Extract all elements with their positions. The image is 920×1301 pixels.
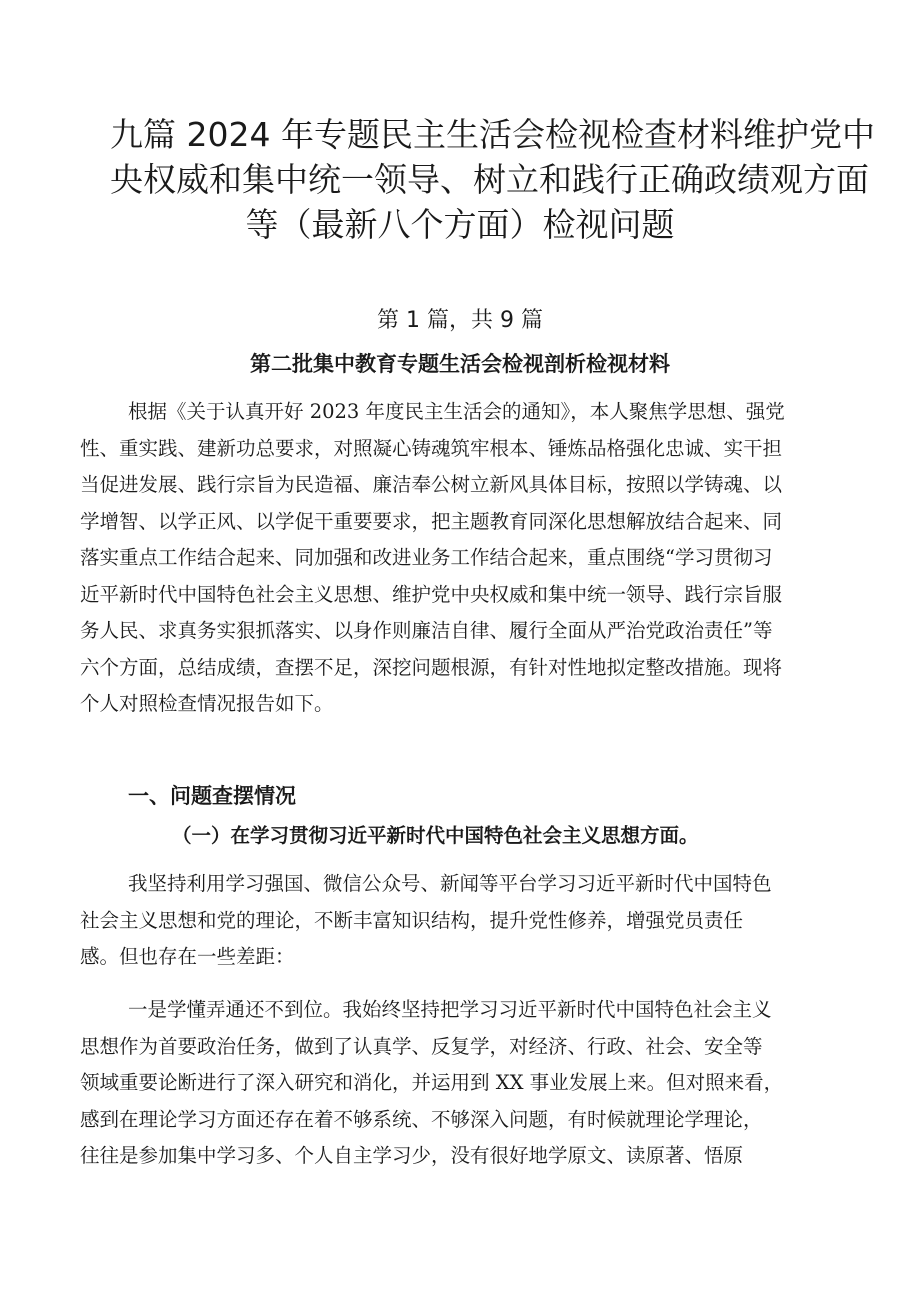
section-heading: 一、问题查摆情况 <box>128 784 296 808</box>
paragraph-line: 感到在理论学习方面还存在着不够系统、不够深入问题，有时候就理论学理论， <box>80 1107 763 1131</box>
intro-line: 性、重实践、建新功总要求，对照凝心铸魂筑牢根本、锤炼品格强化忠诚、实干担 <box>80 436 783 460</box>
study-platforms-paragraph <box>80 866 840 976</box>
part-label: 第 1 篇，共 9 篇 <box>377 308 543 333</box>
paragraph-line: 一是学懂弄通还不到位。我始终坚持把学习习近平新时代中国特色社会主义 <box>128 998 772 1021</box>
paragraph-line: 社会主义思想和党的理论，不断丰富知识结构，提升党性修养，增强党员责任 <box>80 908 744 932</box>
title-line-2: 央权威和集中统一领导、树立和践行正确政绩观方面 <box>110 160 869 199</box>
paragraph-line: 感。但也存在一些差距： <box>80 945 295 968</box>
document-title <box>110 112 875 247</box>
intro-line: 根据《关于认真开好 2023 年度民主生活会的通知》，本人聚焦学思想、强党 <box>128 400 785 423</box>
paragraph-line: 思想作为首要政治任务，做到了认真学、反复学，对经济、行政、社会、安全等 <box>80 1034 763 1058</box>
issue-one-paragraph <box>80 992 840 1175</box>
intro-line: 务人民、求真务实狠抓落实、以身作则廉洁自律、履行全面从严治党政治责任”等 <box>80 619 773 642</box>
paragraph-line: 领域重要论断进行了深入研究和消化，并运用到 XX 事业发展上来。但对照来看， <box>80 1071 784 1094</box>
intro-line: 当促进发展、践行宗旨为民造福、廉洁奉公树立新风具体目标，按照以学铸魂、以 <box>80 473 783 496</box>
title-line-1: 九篇 2024 年专题民主生活会检视检查材料维护党中 <box>110 115 875 154</box>
intro-line: 六个方面，总结成绩，查摆不足，深挖问题根源，有针对性地拟定整改措施。现将 <box>80 655 783 679</box>
paragraph-line: 我坚持利用学习强国、微信公众号、新闻等平台学习习近平新时代中国特色 <box>128 872 772 895</box>
intro-line: 学增智、以学正风、以学促干重要要求，把主题教育同深化思想解放结合起来、同 <box>80 509 783 533</box>
intro-line: 落实重点工作结合起来、同加强和改进业务工作结合起来，重点围绕“学习贯彻习 <box>80 546 773 569</box>
title-line-3: 等（最新八个方面）检视问题 <box>245 205 675 244</box>
doc-title: 第二批集中教育专题生活会检视剖析检视材料 <box>250 352 670 376</box>
subsection-heading: （一）在学习贯彻习近平新时代中国特色社会主义思想方面。 <box>172 824 699 847</box>
intro-line: 近平新时代中国特色社会主义思想、维护党中央权威和集中统一领导、践行宗旨服 <box>80 582 783 606</box>
paragraph-line: 往往是参加集中学习多、个人自主学习少，没有很好地学原文、读原著、悟原 <box>80 1144 744 1167</box>
intro-line: 个人对照检查情况报告如下。 <box>80 692 334 715</box>
intro-paragraph <box>80 394 840 723</box>
